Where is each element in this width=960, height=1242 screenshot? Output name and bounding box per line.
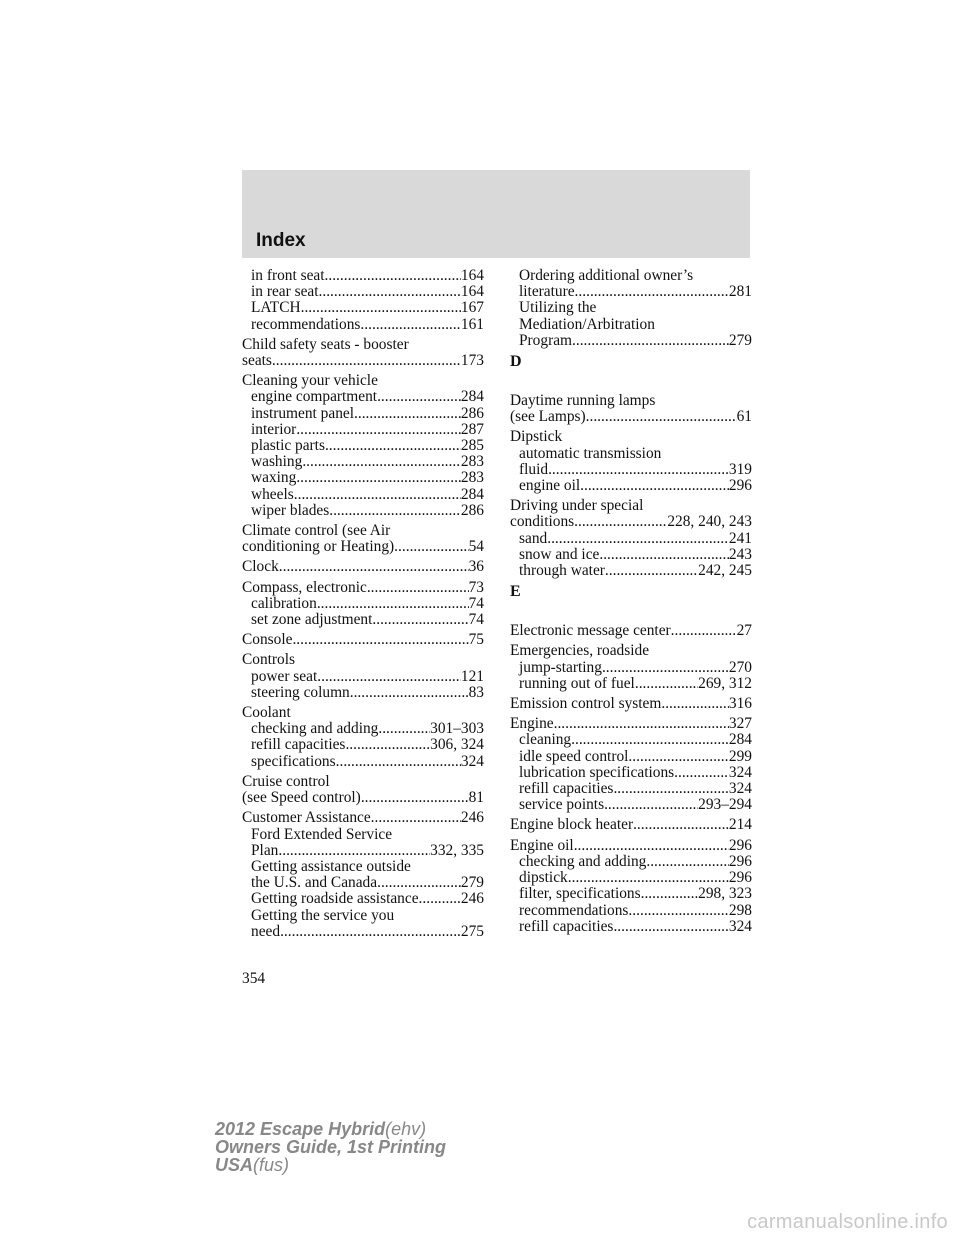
entry-term: specifications bbox=[251, 752, 336, 770]
dot-leader bbox=[361, 790, 469, 806]
index-entry bbox=[242, 317, 484, 333]
dot-leader bbox=[301, 300, 461, 316]
index-entry bbox=[242, 705, 484, 721]
index-entry bbox=[510, 716, 752, 732]
entry-page: 324 bbox=[728, 917, 752, 935]
index-entry bbox=[510, 429, 752, 445]
index-entry bbox=[510, 732, 752, 748]
entry-term: Climate control (see Air bbox=[242, 522, 391, 540]
entry-term: in front seat bbox=[251, 267, 325, 284]
section-letter: D bbox=[510, 353, 522, 371]
entry-page: 286 bbox=[460, 404, 484, 422]
entry-term: Clock bbox=[242, 558, 279, 576]
entry-page: 164 bbox=[460, 283, 484, 301]
index-entry bbox=[510, 643, 752, 659]
index-entry bbox=[242, 503, 484, 519]
dot-leader bbox=[628, 903, 728, 919]
index-entry bbox=[242, 908, 484, 924]
entry-term: seats bbox=[242, 352, 272, 370]
entry-term: jump-starting bbox=[519, 658, 602, 676]
entry-page: 279 bbox=[728, 331, 752, 349]
entry-term: wheels bbox=[251, 485, 294, 503]
dot-leader bbox=[325, 268, 461, 284]
entry-term: engine oil bbox=[519, 477, 581, 495]
entry-page: 296 bbox=[728, 852, 752, 870]
dot-leader bbox=[371, 810, 461, 826]
index-entry bbox=[242, 859, 484, 875]
entry-term: sand bbox=[519, 529, 548, 547]
dot-leader bbox=[602, 660, 729, 676]
dot-leader bbox=[671, 623, 737, 639]
entry-page: 327 bbox=[728, 715, 752, 733]
index-entry bbox=[510, 284, 752, 300]
index-entry bbox=[510, 268, 752, 284]
index-entry bbox=[242, 924, 484, 940]
dot-leader bbox=[302, 454, 461, 470]
dot-leader bbox=[628, 749, 728, 765]
index-entry bbox=[242, 487, 484, 503]
dot-leader bbox=[325, 438, 461, 454]
index-entry bbox=[242, 268, 484, 284]
index-entry bbox=[510, 696, 752, 712]
index-entry bbox=[242, 438, 484, 454]
entry-term: Coolant bbox=[242, 704, 291, 722]
entry-page: 281 bbox=[728, 283, 752, 301]
entry-page: 270 bbox=[728, 658, 752, 676]
index-entry bbox=[510, 781, 752, 797]
entry-page: 161 bbox=[460, 315, 484, 333]
dot-leader bbox=[641, 886, 699, 902]
entry-term: Plan bbox=[251, 841, 279, 859]
dot-leader bbox=[605, 563, 698, 579]
index-entry bbox=[242, 373, 484, 389]
dot-leader bbox=[580, 478, 729, 494]
entry-term: Dipstick bbox=[510, 428, 563, 446]
entry-term: power seat bbox=[251, 667, 318, 685]
dot-leader bbox=[635, 676, 698, 692]
index-entry bbox=[510, 462, 752, 478]
dot-leader bbox=[360, 317, 460, 333]
index-entry bbox=[510, 886, 752, 902]
entry-page: 324 bbox=[728, 763, 752, 781]
index-entry bbox=[510, 660, 752, 676]
entry-page: 296 bbox=[728, 836, 752, 854]
entry-term: (see Speed control) bbox=[242, 789, 361, 807]
entry-term: instrument panel bbox=[251, 404, 355, 422]
footer-code: (ehv) bbox=[385, 1119, 427, 1139]
entry-term: waxing bbox=[251, 469, 297, 487]
index-entry bbox=[242, 454, 484, 470]
entry-term: in rear seat bbox=[251, 283, 319, 301]
entry-page: 36 bbox=[468, 558, 484, 576]
entry-term: checking and adding bbox=[519, 852, 647, 870]
entry-term: conditioning or Heating) bbox=[242, 538, 395, 556]
entry-page: 332, 335 bbox=[430, 841, 484, 859]
index-entry bbox=[242, 632, 484, 648]
entry-term: Engine oil bbox=[510, 836, 574, 854]
entry-term: Driving under special bbox=[510, 497, 644, 515]
dot-leader bbox=[329, 503, 461, 519]
index-entry bbox=[510, 317, 752, 333]
index-entry bbox=[242, 891, 484, 907]
document-footer bbox=[215, 1120, 446, 1174]
entry-page: 284 bbox=[460, 485, 484, 503]
entry-page: 121 bbox=[460, 667, 484, 685]
index-entry bbox=[242, 389, 484, 405]
entry-term: checking and adding bbox=[251, 720, 379, 738]
dot-leader bbox=[599, 547, 729, 563]
dot-leader bbox=[296, 470, 461, 486]
entry-page: 306, 324 bbox=[430, 736, 484, 754]
index-entry bbox=[242, 612, 484, 628]
dot-leader bbox=[633, 817, 729, 833]
section-letter: E bbox=[510, 583, 521, 601]
entry-term: (see Lamps) bbox=[510, 408, 586, 426]
index-entry bbox=[242, 337, 484, 353]
entry-term: steering column bbox=[251, 683, 350, 701]
entry-page: 299 bbox=[728, 747, 752, 765]
entry-term: literature bbox=[519, 283, 575, 301]
entry-term: washing bbox=[251, 453, 303, 471]
dot-leader bbox=[350, 685, 469, 701]
index-entry bbox=[242, 539, 484, 555]
entry-page: 298 bbox=[728, 901, 752, 919]
entry-page: 284 bbox=[728, 731, 752, 749]
dot-leader bbox=[674, 765, 729, 781]
entry-term: recommendations bbox=[519, 901, 629, 919]
entry-term: Emission control system bbox=[510, 695, 662, 713]
page-number: 354 bbox=[242, 970, 266, 987]
dot-leader bbox=[394, 539, 468, 555]
index-entry bbox=[510, 393, 752, 409]
dot-leader bbox=[572, 333, 729, 349]
entry-page: 83 bbox=[468, 683, 484, 701]
entry-term: Getting assistance outside bbox=[251, 857, 411, 875]
entry-page: 293–294 bbox=[698, 796, 752, 814]
entry-term: Controls bbox=[242, 651, 296, 669]
index-entry bbox=[510, 300, 752, 316]
entry-term: Daytime running lamps bbox=[510, 392, 656, 410]
entry-page: 74 bbox=[468, 611, 484, 629]
index-entry bbox=[242, 737, 484, 753]
entry-term: need bbox=[251, 922, 281, 940]
index-entry bbox=[510, 797, 752, 813]
entry-term: interior bbox=[251, 420, 297, 438]
entry-term: recommendations bbox=[251, 315, 361, 333]
dot-leader bbox=[419, 891, 461, 907]
entry-page: 74 bbox=[468, 594, 484, 612]
entry-term: refill capacities bbox=[251, 736, 346, 754]
dot-leader bbox=[278, 843, 430, 859]
footer-title: 2012 Escape Hybrid bbox=[215, 1119, 386, 1139]
entry-page: 54 bbox=[468, 538, 484, 556]
dot-leader bbox=[574, 838, 729, 854]
index-entry bbox=[242, 685, 484, 701]
index-entry bbox=[510, 514, 752, 530]
entry-term: wiper blades bbox=[251, 501, 330, 519]
entry-page: 319 bbox=[728, 460, 752, 478]
entry-page: 214 bbox=[728, 816, 752, 834]
entry-term: Emergencies, roadside bbox=[510, 642, 650, 660]
index-entry bbox=[242, 652, 484, 668]
index-entry bbox=[242, 754, 484, 770]
index-entry bbox=[242, 406, 484, 422]
entry-term: snow and ice bbox=[519, 545, 600, 563]
watermark-text: carmanualsonline.info bbox=[747, 1211, 948, 1233]
dot-leader bbox=[336, 754, 461, 770]
entry-term: running out of fuel bbox=[519, 674, 635, 692]
dot-leader bbox=[661, 696, 729, 712]
entry-term: LATCH bbox=[251, 299, 301, 317]
entry-term: the U.S. and Canada bbox=[251, 874, 378, 892]
dot-leader bbox=[292, 632, 468, 648]
index-entry bbox=[510, 409, 752, 425]
entry-page: 284 bbox=[460, 388, 484, 406]
entry-term: refill capacities bbox=[519, 780, 614, 798]
entry-term: refill capacities bbox=[519, 917, 614, 935]
dot-leader bbox=[554, 716, 729, 732]
dot-leader bbox=[372, 612, 468, 628]
index-entry bbox=[510, 919, 752, 935]
entry-term: Customer Assistance bbox=[242, 809, 371, 827]
entry-term: calibration bbox=[251, 594, 317, 612]
entry-page: 75 bbox=[468, 631, 484, 649]
index-entry bbox=[510, 531, 752, 547]
entry-term: Console bbox=[242, 631, 293, 649]
entry-term: Utilizing the bbox=[519, 299, 597, 317]
entry-page: 301–303 bbox=[430, 720, 484, 738]
entry-term: service points bbox=[519, 796, 605, 814]
index-entry bbox=[510, 498, 752, 514]
dot-leader bbox=[367, 580, 469, 596]
footer-edition: Owners Guide, 1st Printing bbox=[215, 1137, 447, 1157]
entry-term: engine compartment bbox=[251, 388, 378, 406]
dot-leader bbox=[317, 596, 469, 612]
entry-term: idle speed control bbox=[519, 747, 629, 765]
dot-leader bbox=[646, 854, 729, 870]
index-entry bbox=[510, 478, 752, 494]
dot-leader bbox=[296, 422, 461, 438]
entry-term: lubrication specifications bbox=[519, 763, 675, 781]
index-entry bbox=[242, 422, 484, 438]
entry-page: 27 bbox=[736, 622, 752, 640]
index-entry bbox=[242, 875, 484, 891]
index-entry bbox=[510, 838, 752, 854]
entry-page: 81 bbox=[468, 789, 484, 807]
index-entry bbox=[510, 903, 752, 919]
entry-page: 279 bbox=[460, 874, 484, 892]
entry-page: 316 bbox=[728, 695, 752, 713]
dot-leader bbox=[586, 409, 737, 425]
index-entry bbox=[242, 810, 484, 826]
dot-leader bbox=[571, 732, 729, 748]
footer-market-code: (fus) bbox=[253, 1155, 290, 1175]
entry-page: 324 bbox=[460, 752, 484, 770]
entry-term: through water bbox=[519, 562, 605, 580]
entry-term: Engine bbox=[510, 715, 554, 733]
entry-page: 246 bbox=[460, 890, 484, 908]
entry-term: Getting the service you bbox=[251, 906, 395, 924]
index-entry bbox=[510, 817, 752, 833]
entry-page: 286 bbox=[460, 501, 484, 519]
entry-term: filter, specifications bbox=[519, 885, 641, 903]
entry-term: set zone adjustment bbox=[251, 611, 373, 629]
entry-page: 242, 245 bbox=[698, 562, 752, 580]
entry-page: 73 bbox=[468, 578, 484, 596]
entry-page: 241 bbox=[728, 529, 752, 547]
entry-page: 285 bbox=[460, 437, 484, 455]
dot-leader bbox=[345, 737, 430, 753]
entry-term: conditions bbox=[510, 513, 575, 531]
dot-leader bbox=[377, 389, 461, 405]
dot-leader bbox=[272, 353, 461, 369]
dot-leader bbox=[280, 924, 461, 940]
dot-leader bbox=[378, 721, 430, 737]
footer-market: USA bbox=[215, 1155, 254, 1175]
index-entry bbox=[510, 547, 752, 563]
index-entry bbox=[242, 774, 484, 790]
dot-leader bbox=[613, 781, 728, 797]
entry-term: automatic transmission bbox=[519, 444, 662, 462]
index-header-band bbox=[242, 170, 750, 258]
index-entry bbox=[242, 790, 484, 806]
entry-term: Ordering additional owner’s bbox=[519, 267, 694, 284]
index-entry bbox=[242, 284, 484, 300]
entry-page: 298, 323 bbox=[698, 885, 752, 903]
entry-page: 287 bbox=[460, 420, 484, 438]
index-entry bbox=[242, 470, 484, 486]
entry-term: Child safety seats - booster bbox=[242, 335, 409, 353]
entry-page: 275 bbox=[460, 922, 484, 940]
entry-page: 283 bbox=[460, 469, 484, 487]
dot-leader bbox=[574, 514, 667, 530]
dot-leader bbox=[575, 284, 729, 300]
dot-leader bbox=[294, 487, 461, 503]
dot-leader bbox=[319, 284, 461, 300]
index-entry bbox=[242, 721, 484, 737]
index-entry bbox=[510, 676, 752, 692]
index-entry bbox=[510, 749, 752, 765]
index-entry bbox=[242, 843, 484, 859]
index-entry bbox=[510, 623, 752, 639]
index-column-left bbox=[242, 268, 484, 940]
entry-term: Getting roadside assistance bbox=[251, 890, 419, 908]
index-entry bbox=[510, 870, 752, 886]
index-entry bbox=[242, 559, 484, 575]
entry-page: 167 bbox=[460, 299, 484, 317]
index-entry bbox=[242, 596, 484, 612]
entry-term: Electronic message center bbox=[510, 622, 671, 640]
index-entry bbox=[510, 446, 752, 462]
entry-term: Engine block heater bbox=[510, 816, 634, 834]
entry-page: 243 bbox=[728, 545, 752, 563]
entry-term: Cruise control bbox=[242, 772, 330, 790]
entry-page: 269, 312 bbox=[698, 674, 752, 692]
index-entry bbox=[242, 827, 484, 843]
index-entry bbox=[242, 580, 484, 596]
index-entry bbox=[242, 523, 484, 539]
index-entry bbox=[510, 854, 752, 870]
entry-page: 283 bbox=[460, 453, 484, 471]
index-entry bbox=[510, 333, 752, 349]
entry-page: 164 bbox=[460, 267, 484, 284]
entry-page: 173 bbox=[460, 352, 484, 370]
entry-page: 296 bbox=[728, 477, 752, 495]
entry-page: 246 bbox=[460, 809, 484, 827]
entry-page: 324 bbox=[728, 780, 752, 798]
page-title: Index bbox=[256, 230, 306, 251]
dot-leader bbox=[377, 875, 461, 891]
index-column-right bbox=[510, 268, 752, 935]
dot-leader bbox=[604, 797, 698, 813]
entry-term: Program bbox=[519, 331, 573, 349]
dot-leader bbox=[548, 462, 729, 478]
index-entry bbox=[242, 300, 484, 316]
dot-leader bbox=[317, 669, 461, 685]
dot-leader bbox=[613, 919, 728, 935]
index-entry bbox=[242, 669, 484, 685]
entry-term: Mediation/Arbitration bbox=[519, 315, 655, 333]
entry-page: 61 bbox=[736, 408, 752, 426]
dot-leader bbox=[547, 531, 729, 547]
entry-page: 296 bbox=[728, 869, 752, 887]
index-entry bbox=[510, 765, 752, 781]
entry-term: dipstick bbox=[519, 869, 568, 887]
entry-term: fluid bbox=[519, 460, 549, 478]
entry-page: 228, 240, 243 bbox=[667, 513, 752, 531]
dot-leader bbox=[279, 559, 469, 575]
dot-leader bbox=[568, 870, 729, 886]
entry-term: Ford Extended Service bbox=[251, 825, 393, 843]
dot-leader bbox=[354, 406, 461, 422]
entry-term: Cleaning your vehicle bbox=[242, 372, 378, 390]
index-entry bbox=[242, 353, 484, 369]
entry-term: cleaning bbox=[519, 731, 572, 749]
index-entry bbox=[510, 563, 752, 579]
entry-term: plastic parts bbox=[251, 437, 325, 455]
entry-term: Compass, electronic bbox=[242, 578, 367, 596]
